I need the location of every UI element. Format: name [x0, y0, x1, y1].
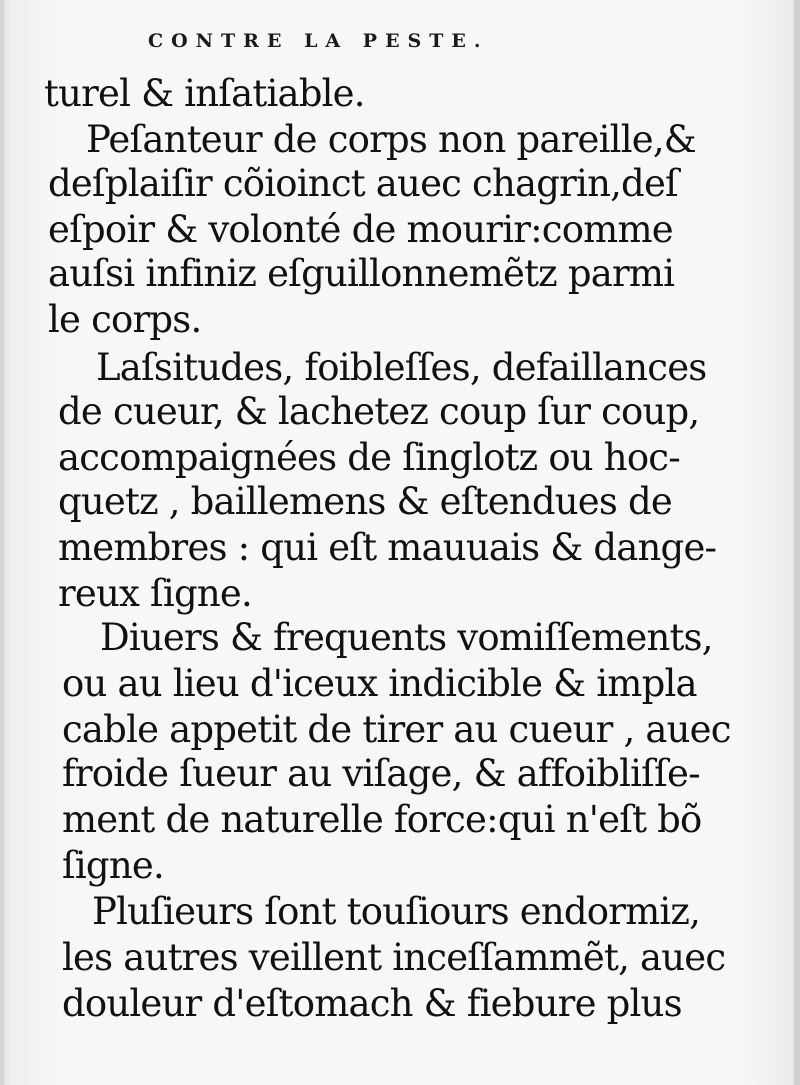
text-line: turel & inſatiable. [44, 72, 365, 115]
text-line: Diuers & frequents vomiſſements, [100, 616, 713, 659]
text-line: ſigne. [62, 844, 164, 887]
text-line: quetz , baillemens & eſtendues de [58, 480, 672, 523]
page-left-edge [0, 0, 4, 1085]
text-line: auſsi infiniz eſguillonnemẽtz parmi [48, 252, 675, 295]
text-line: Peſanteur de corps non pareille,& [86, 118, 696, 161]
running-header: CONTRE LA PESTE. [148, 30, 489, 52]
text-line: ment de naturelle force:qui n'eſt bõ [62, 798, 702, 841]
text-line: reux ſigne. [58, 572, 252, 615]
text-line: de cueur, & lachetez coup ſur coup, [58, 390, 700, 433]
text-line: Pluſieurs ſont touſiours endormiz, [92, 890, 701, 933]
text-line: membres : qui eſt mauuais & dange- [58, 526, 717, 569]
text-line: eſpoir & volonté de mourir:comme [48, 208, 673, 251]
text-line: Laſsitudes, foibleſſes, defaillances [96, 346, 707, 389]
text-line: cable appetit de tirer au cueur , auec [62, 708, 731, 751]
text-line: accompaignées de ſinglotz ou hoc- [58, 436, 680, 479]
text-line: ou au lieu d'iceux indicible & impla [62, 662, 697, 705]
text-line: deſplaiſir cõioinct auec chagrin,deſ [48, 162, 678, 205]
text-line: douleur d'eſtomach & fiebure plus [62, 982, 682, 1025]
text-line: les autres veillent inceſſammẽt, auec [62, 936, 726, 979]
text-line: le corps. [48, 298, 202, 341]
text-line: froide ſueur au viſage, & affoibliſſe- [62, 752, 700, 795]
page-right-edge [794, 0, 800, 1085]
